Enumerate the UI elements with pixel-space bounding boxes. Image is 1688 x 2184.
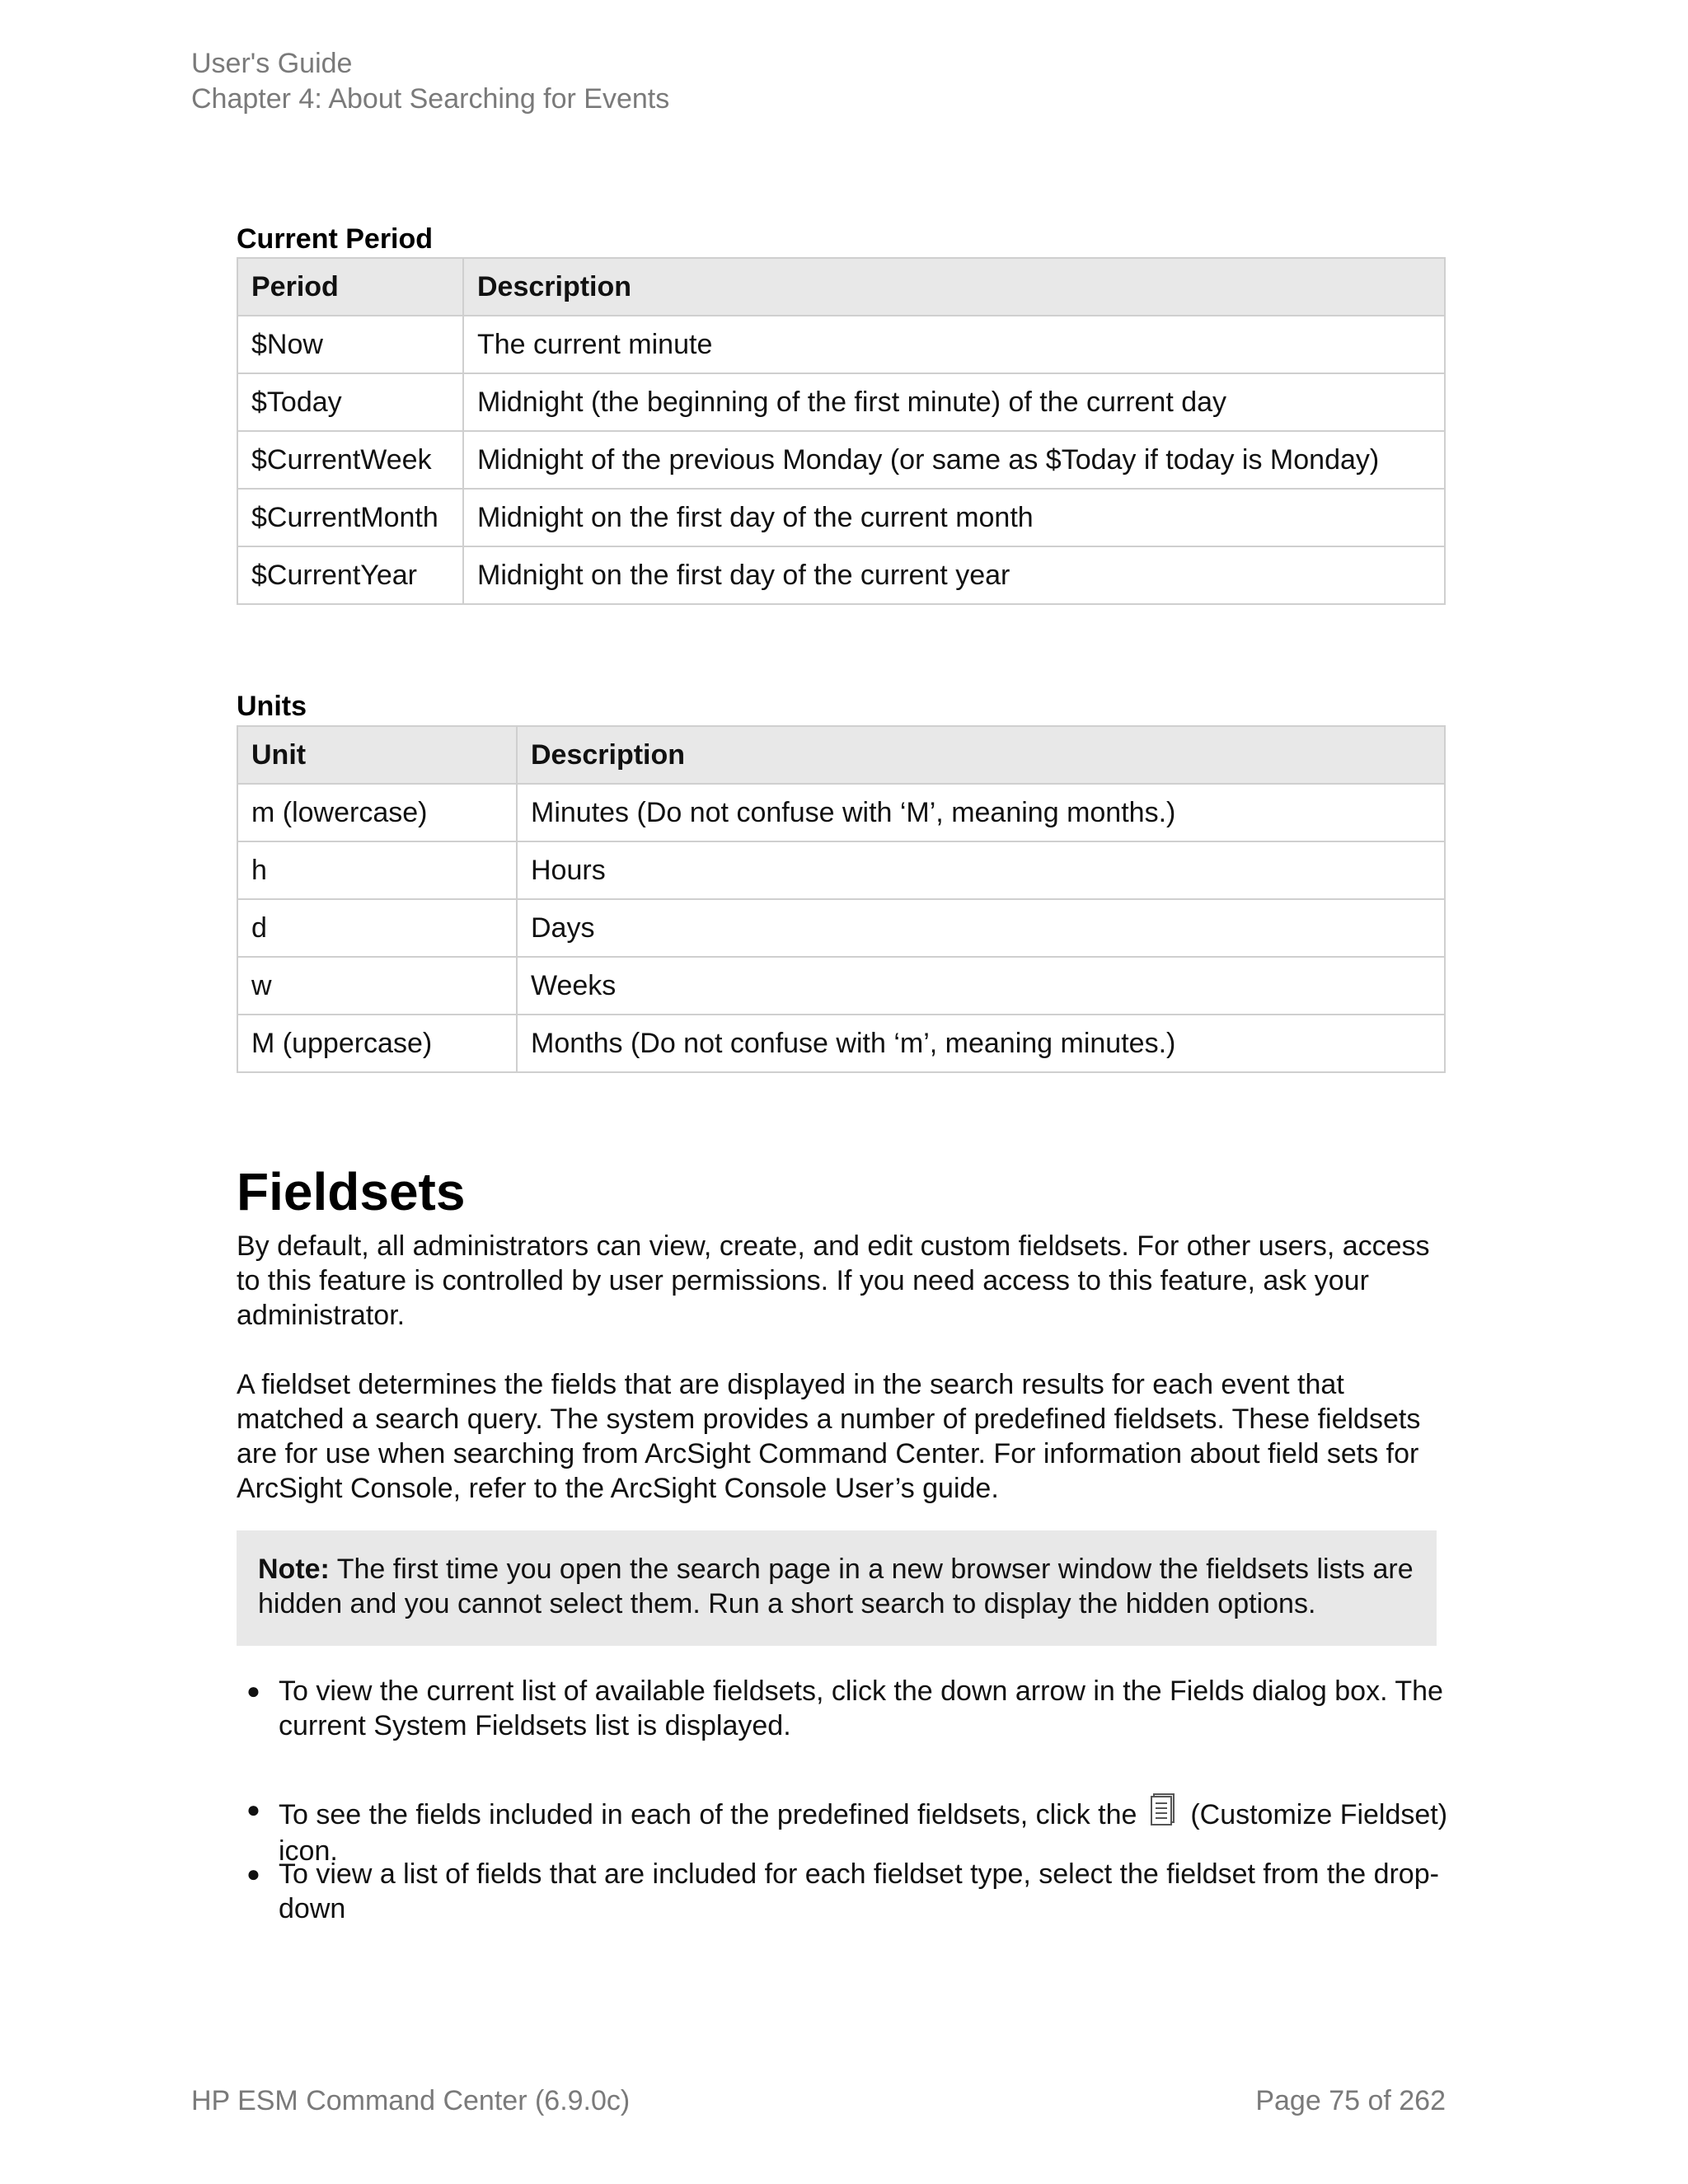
list-item (237, 1857, 1456, 1926)
description-cell: Minutes (Do not confuse with ‘M’, meaning months.) (517, 784, 1445, 841)
unit-cell: d (237, 899, 517, 957)
unit-cell: m (lowercase) (237, 784, 517, 841)
bullet-icon: ● (246, 1861, 260, 1886)
period-cell: $Now (237, 316, 463, 373)
column-header-unit: Unit (237, 726, 517, 784)
bullet-text: To view a list of fields that are included for each fieldset type, select the fieldset from the drop-down (279, 1858, 1439, 1924)
table-header-row (237, 258, 1445, 316)
table-row (237, 316, 1445, 373)
bullet-text-after-icon: (Customize Fieldset) icon. (279, 1799, 1448, 1867)
table-row (237, 373, 1445, 431)
current-period-table-title: Current Period (237, 223, 434, 255)
table-header-row (237, 726, 1445, 784)
header-chapter-title: Chapter 4: About Searching for Events (191, 83, 670, 115)
bullet-icon: ● (246, 1797, 260, 1822)
period-cell: $CurrentMonth (237, 489, 463, 546)
description-cell: Midnight (the beginning of the first minute) of the current day (463, 373, 1445, 431)
bullet-icon: ● (246, 1678, 260, 1704)
table-row (237, 1015, 1445, 1072)
table-row (237, 489, 1445, 546)
unit-cell: M (uppercase) (237, 1015, 517, 1072)
fieldsets-description-paragraph: A fieldset determines the fields that are displayed in the search results for each event that matched a search query. The system provides a number of predefined fieldsets. These fieldsets are for use when searching from ArcSight Command Center. For information about field sets for ArcSight Console, refer to the ArcSight Console User’s guide. (237, 1369, 1421, 1504)
description-cell: Months (Do not confuse with ‘m’, meaning minutes.) (517, 1015, 1445, 1072)
table-row (237, 957, 1445, 1015)
column-header-description: Description (517, 726, 1445, 784)
header-guide-title: User's Guide (191, 48, 353, 79)
bullet-text: To view the current list of available fieldsets, click the down arrow in the Fields dialog box. The current System Fieldsets list is displayed. (279, 1675, 1443, 1741)
table-row (237, 841, 1445, 899)
footer-page-number: Page 75 of 262 (1255, 2085, 1446, 2116)
current-period-table (237, 257, 1446, 605)
table-row (237, 784, 1445, 841)
note-text: The first time you open the search page in a new browser window the fieldsets lists are hidden and you cannot select them. Run a short search to display the hidden options. (258, 1554, 1414, 1619)
unit-cell: h (237, 841, 517, 899)
units-table-title: Units (237, 691, 307, 722)
column-header-description: Description (463, 258, 1445, 316)
table-row (237, 431, 1445, 489)
period-cell: $Today (237, 373, 463, 431)
note-box (237, 1530, 1437, 1646)
note-label: Note: (258, 1554, 330, 1585)
unit-cell: w (237, 957, 517, 1015)
description-cell: The current minute (463, 316, 1445, 373)
fieldsets-intro-paragraph: By default, all administrators can view, create, and edit custom fieldsets. For other users, access to this feature is controlled by user permissions. If you need access to this feature, ask your administrator. (237, 1230, 1430, 1331)
section-heading-fieldsets: Fieldsets (237, 1162, 466, 1221)
list-item (237, 1674, 1456, 1743)
description-cell: Hours (517, 841, 1445, 899)
description-cell: Midnight on the first day of the current year (463, 546, 1445, 604)
period-cell: $CurrentWeek (237, 431, 463, 489)
description-cell: Midnight of the previous Monday (or same as $Today if today is Monday) (463, 431, 1445, 489)
description-cell: Midnight on the first day of the current month (463, 489, 1445, 546)
table-row (237, 546, 1445, 604)
description-cell: Days (517, 899, 1445, 957)
description-cell: Weeks (517, 957, 1445, 1015)
page-header (191, 46, 669, 117)
units-table (237, 725, 1446, 1073)
column-header-period: Period (237, 258, 463, 316)
table-row (237, 899, 1445, 957)
customize-fieldset-icon (1150, 1793, 1178, 1834)
period-cell: $CurrentYear (237, 546, 463, 604)
footer-product-name: HP ESM Command Center (6.9.0c) (191, 2085, 631, 2116)
bullet-text-before-icon: To see the fields included in each of the predefined fieldsets, click the (279, 1799, 1137, 1830)
